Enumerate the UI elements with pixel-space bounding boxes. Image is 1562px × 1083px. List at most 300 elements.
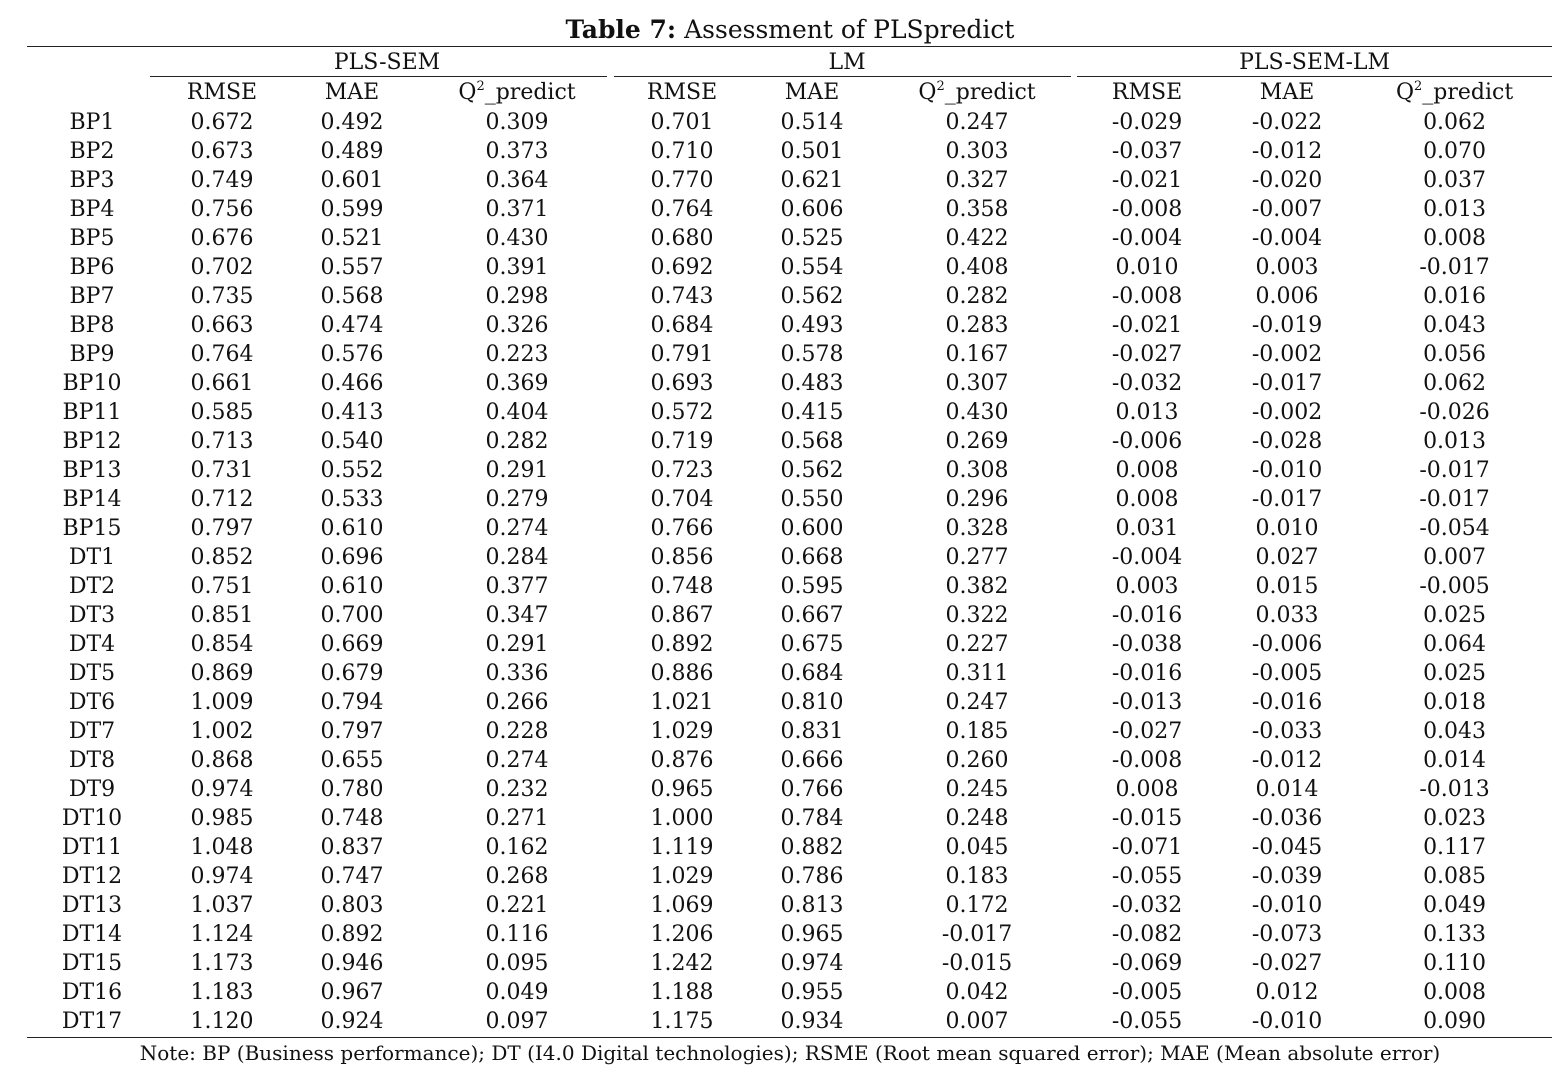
pls-sem-q2-predict-cell: 0.162 <box>485 835 549 860</box>
item-label-cell: DT13 <box>61 893 123 918</box>
pls-sem-mae-cell: 0.540 <box>320 429 384 454</box>
lm-rmse-cell: 0.710 <box>650 139 714 164</box>
pls-sem-lm-mae-cell: -0.012 <box>1251 748 1323 773</box>
table-body <box>27 108 1552 1036</box>
table-row <box>27 688 1552 717</box>
item-label-cell: DT11 <box>61 835 123 860</box>
q-letter: Q <box>918 80 937 105</box>
pls-sem-q2-predict-cell: 0.116 <box>485 922 549 947</box>
lm-rmse-cell: 0.886 <box>650 661 714 686</box>
pls-sem-lm-q2-predict-cell: 0.018 <box>1423 690 1487 715</box>
group-header-row <box>27 48 1552 78</box>
lm-mae-cell: 0.483 <box>780 371 844 396</box>
table-row <box>27 108 1552 137</box>
pls-sem-q2-predict-cell: 0.274 <box>485 748 549 773</box>
q-letter: Q <box>1395 80 1414 105</box>
col-header-mae: MAE <box>784 80 840 105</box>
item-label-cell: DT5 <box>68 661 116 686</box>
pls-sem-lm-rmse-cell: -0.029 <box>1111 110 1183 135</box>
pls-sem-lm-q2-predict-cell: -0.054 <box>1419 516 1490 541</box>
pls-sem-lm-rmse-cell: -0.032 <box>1111 893 1183 918</box>
lm-mae-cell: 0.525 <box>780 226 844 251</box>
pls-sem-mae-cell: 0.780 <box>320 777 384 802</box>
lm-mae-cell: 0.974 <box>780 951 844 976</box>
lm-q2-predict-cell: 0.422 <box>945 226 1009 251</box>
group-header-pls-sem: PLS-SEM <box>333 50 441 75</box>
pls-sem-q2-predict-cell: 0.282 <box>485 429 549 454</box>
table-row <box>27 195 1552 224</box>
item-label-cell: DT15 <box>61 951 123 976</box>
pls-sem-mae-cell: 0.568 <box>320 284 384 309</box>
q-superscript: 2 <box>1413 78 1423 94</box>
lm-rmse-cell: 0.876 <box>650 748 714 773</box>
pls-sem-mae-cell: 0.601 <box>320 168 384 193</box>
table-row <box>27 456 1552 485</box>
pls-sem-lm-rmse-cell: -0.027 <box>1111 342 1183 367</box>
q-superscript: 2 <box>476 78 485 94</box>
lm-mae-cell: 0.501 <box>780 139 844 164</box>
pls-sem-lm-rmse-cell: 0.008 <box>1115 777 1179 802</box>
lm-rmse-cell: 0.719 <box>650 429 714 454</box>
table-row <box>27 485 1552 514</box>
pls-sem-lm-q2-predict-cell: 0.043 <box>1423 719 1487 744</box>
col-header-q2-predict <box>1357 78 1552 108</box>
lm-q2-predict-cell: 0.408 <box>945 255 1009 280</box>
pls-sem-lm-mae-cell: -0.045 <box>1251 835 1323 860</box>
pls-sem-rmse-cell: 1.037 <box>190 893 254 918</box>
table-row <box>27 949 1552 978</box>
lm-q2-predict-cell: 0.303 <box>945 139 1009 164</box>
pls-sem-q2-predict-cell: 0.228 <box>485 719 549 744</box>
pls-sem-lm-q2-predict-cell: 0.043 <box>1423 313 1487 338</box>
pls-sem-rmse-cell: 0.868 <box>190 748 254 773</box>
lm-mae-cell: 0.415 <box>780 400 844 425</box>
pls-sem-rmse-cell: 1.009 <box>190 690 254 715</box>
pls-sem-mae-cell: 0.599 <box>320 197 384 222</box>
table-row <box>27 572 1552 601</box>
table-row <box>27 746 1552 775</box>
col-header-rmse: RMSE <box>186 80 258 105</box>
pls-sem-mae-cell: 0.655 <box>320 748 384 773</box>
q-suffix: _predict <box>944 80 1036 105</box>
pls-sem-lm-q2-predict-cell: 0.013 <box>1423 429 1487 454</box>
pls-sem-rmse-cell: 0.749 <box>190 168 254 193</box>
lm-rmse-cell: 0.764 <box>650 197 714 222</box>
pls-sem-lm-q2-predict-cell: 0.062 <box>1423 110 1487 135</box>
lm-mae-cell: 0.621 <box>780 168 844 193</box>
pls-sem-q2-predict-cell: 0.284 <box>485 545 549 570</box>
pls-sem-rmse-cell: 1.124 <box>190 922 254 947</box>
lm-rmse-cell: 0.684 <box>650 313 714 338</box>
pls-sem-q2-predict-cell: 0.369 <box>485 371 549 396</box>
pls-sem-lm-rmse-cell: -0.027 <box>1111 719 1183 744</box>
pls-sem-q2-predict-cell: 0.268 <box>485 864 549 889</box>
pls-sem-lm-q2-predict-cell: 0.014 <box>1423 748 1487 773</box>
pls-sem-q2-predict-cell: 0.271 <box>485 806 549 831</box>
item-label-cell: BP11 <box>62 400 122 425</box>
item-label-cell: DT9 <box>68 777 116 802</box>
pls-sem-lm-q2-predict-cell: 0.013 <box>1423 197 1487 222</box>
lm-q2-predict-cell: 0.007 <box>945 1009 1009 1034</box>
pls-sem-q2-predict-cell: 0.291 <box>485 458 549 483</box>
table-title-label: Table 7: <box>565 15 677 44</box>
pls-sem-rmse-cell: 0.585 <box>190 400 254 425</box>
q-suffix: _predict <box>484 80 576 105</box>
table-row <box>27 253 1552 282</box>
lm-q2-predict-cell: 0.283 <box>945 313 1009 338</box>
lm-q2-predict-cell: 0.260 <box>945 748 1009 773</box>
item-label-cell: BP1 <box>69 110 115 135</box>
pls-sem-rmse-cell: 1.173 <box>190 951 254 976</box>
lm-mae-cell: 0.554 <box>780 255 844 280</box>
pls-sem-lm-rmse-cell: -0.008 <box>1111 748 1183 773</box>
column-header-row <box>27 78 1552 108</box>
lm-q2-predict-cell: 0.322 <box>945 603 1009 628</box>
pls-sem-lm-rmse-cell: -0.038 <box>1111 632 1183 657</box>
pls-sem-lm-mae-cell: -0.019 <box>1251 313 1323 338</box>
pls-sem-lm-rmse-cell: -0.021 <box>1111 168 1183 193</box>
pls-sem-rmse-cell: 0.672 <box>190 110 254 135</box>
pls-sem-rmse-cell: 0.713 <box>190 429 254 454</box>
bottom-rule <box>27 1037 1552 1038</box>
pls-sem-rmse-cell: 0.673 <box>190 139 254 164</box>
lm-q2-predict-cell: 0.282 <box>945 284 1009 309</box>
item-label-cell: BP9 <box>69 342 115 367</box>
pls-sem-lm-rmse-cell: -0.004 <box>1111 226 1183 251</box>
stub-column-header <box>27 78 157 108</box>
pls-sem-lm-mae-cell: 0.033 <box>1255 603 1319 628</box>
pls-sem-lm-rmse-cell: -0.069 <box>1111 951 1183 976</box>
pls-sem-q2-predict-cell: 0.266 <box>485 690 549 715</box>
pls-sem-lm-rmse-cell: 0.010 <box>1115 255 1179 280</box>
lm-mae-cell: 0.882 <box>780 835 844 860</box>
pls-sem-lm-mae-cell: -0.016 <box>1251 690 1323 715</box>
lm-mae-cell: 0.955 <box>780 980 844 1005</box>
lm-rmse-cell: 0.704 <box>650 487 714 512</box>
lm-rmse-cell: 0.701 <box>650 110 714 135</box>
pls-sem-rmse-cell: 0.854 <box>190 632 254 657</box>
lm-rmse-cell: 0.693 <box>650 371 714 396</box>
pls-sem-lm-rmse-cell: 0.003 <box>1115 574 1179 599</box>
pls-sem-lm-q2-predict-cell: 0.025 <box>1423 603 1487 628</box>
pls-sem-lm-q2-predict-cell: -0.026 <box>1419 400 1490 425</box>
lm-q2-predict-cell: 0.172 <box>945 893 1009 918</box>
lm-mae-cell: 0.766 <box>780 777 844 802</box>
table-row <box>27 920 1552 949</box>
lm-q2-predict-cell: 0.167 <box>945 342 1009 367</box>
pls-sem-mae-cell: 0.892 <box>320 922 384 947</box>
pls-sem-mae-cell: 0.747 <box>320 864 384 889</box>
pls-sem-mae-cell: 0.946 <box>320 951 384 976</box>
pls-sem-q2-predict-cell: 0.347 <box>485 603 549 628</box>
pls-sem-q2-predict-cell: 0.371 <box>485 197 549 222</box>
pls-sem-lm-q2-predict-cell: 0.025 <box>1423 661 1487 686</box>
col-header-q2-predict <box>877 78 1077 108</box>
pls-sem-rmse-cell: 1.183 <box>190 980 254 1005</box>
pls-sem-lm-q2-predict-cell: 0.037 <box>1423 168 1487 193</box>
pls-sem-rmse-cell: 0.663 <box>190 313 254 338</box>
pls-sem-q2-predict-cell: 0.097 <box>485 1009 549 1034</box>
table-note: Note: BP (Business performance); DT (I4.0 Digital technologies); RSME (Root mean squared error); MAE (Mean absolute error) <box>139 1041 1441 1065</box>
lm-q2-predict-cell: 0.311 <box>945 661 1009 686</box>
pls-sem-lm-q2-predict-cell: 0.090 <box>1423 1009 1487 1034</box>
item-label-cell: DT10 <box>61 806 123 831</box>
lm-rmse-cell: 0.856 <box>650 545 714 570</box>
lm-mae-cell: 0.965 <box>780 922 844 947</box>
table-row <box>27 427 1552 456</box>
lm-rmse-cell: 0.867 <box>650 603 714 628</box>
pls-sem-lm-rmse-cell: -0.021 <box>1111 313 1183 338</box>
lm-rmse-cell: 1.069 <box>650 893 714 918</box>
lm-mae-cell: 0.493 <box>780 313 844 338</box>
item-label-cell: BP5 <box>69 226 115 251</box>
lm-q2-predict-cell: 0.308 <box>945 458 1009 483</box>
item-label-cell: BP12 <box>62 429 122 454</box>
pls-sem-q2-predict-cell: 0.377 <box>485 574 549 599</box>
lm-rmse-cell: 0.680 <box>650 226 714 251</box>
pls-sem-lm-mae-cell: 0.014 <box>1255 777 1319 802</box>
table-row <box>27 311 1552 340</box>
pls-sem-mae-cell: 0.696 <box>320 545 384 570</box>
item-label-cell: BP2 <box>69 139 115 164</box>
pls-sem-lm-rmse-cell: 0.013 <box>1115 400 1179 425</box>
lm-rmse-cell: 1.029 <box>650 719 714 744</box>
lm-mae-cell: 0.831 <box>780 719 844 744</box>
pls-sem-lm-mae-cell: -0.073 <box>1251 922 1323 947</box>
pls-sem-q2-predict-cell: 0.336 <box>485 661 549 686</box>
lm-mae-cell: 0.600 <box>780 516 844 541</box>
pls-sem-lm-q2-predict-cell: 0.070 <box>1423 139 1487 164</box>
lm-mae-cell: 0.667 <box>780 603 844 628</box>
lm-q2-predict-cell: 0.185 <box>945 719 1009 744</box>
lm-rmse-cell: 0.743 <box>650 284 714 309</box>
pls-sem-lm-q2-predict-cell: 0.133 <box>1423 922 1487 947</box>
lm-mae-cell: 0.813 <box>780 893 844 918</box>
pls-sem-lm-rmse-cell: 0.008 <box>1115 458 1179 483</box>
lm-mae-cell: 0.606 <box>780 197 844 222</box>
item-label-cell: BP14 <box>62 487 122 512</box>
pls-sem-lm-rmse-cell: -0.005 <box>1111 980 1183 1005</box>
pls-sem-lm-mae-cell: -0.039 <box>1251 864 1323 889</box>
pls-sem-mae-cell: 0.794 <box>320 690 384 715</box>
item-label-cell: DT7 <box>68 719 116 744</box>
col-header-q2-predict <box>417 78 617 108</box>
pls-sem-lm-q2-predict-cell: 0.049 <box>1423 893 1487 918</box>
lm-rmse-cell: 1.119 <box>650 835 714 860</box>
pls-sem-lm-mae-cell: -0.007 <box>1251 197 1323 222</box>
pls-sem-mae-cell: 0.797 <box>320 719 384 744</box>
pls-sem-mae-cell: 0.557 <box>320 255 384 280</box>
lm-mae-cell: 0.934 <box>780 1009 844 1034</box>
pls-sem-q2-predict-cell: 0.279 <box>485 487 549 512</box>
pls-sem-lm-rmse-cell: -0.071 <box>1111 835 1183 860</box>
table-row <box>27 369 1552 398</box>
pls-sem-mae-cell: 0.533 <box>320 487 384 512</box>
pls-sem-lm-mae-cell: 0.015 <box>1255 574 1319 599</box>
pls-sem-mae-cell: 0.679 <box>320 661 384 686</box>
lm-rmse-cell: 1.029 <box>650 864 714 889</box>
pls-sem-q2-predict-cell: 0.364 <box>485 168 549 193</box>
group-header-pls-sem-lm: PLS-SEM-LM <box>1239 50 1391 75</box>
pls-sem-mae-cell: 0.521 <box>320 226 384 251</box>
pls-sem-lm-q2-predict-cell: -0.017 <box>1419 458 1490 483</box>
pls-sem-lm-rmse-cell: -0.055 <box>1111 864 1183 889</box>
q-letter: Q <box>458 80 477 105</box>
pls-sem-mae-cell: 0.610 <box>320 516 384 541</box>
pls-sem-q2-predict-cell: 0.291 <box>485 632 549 657</box>
table-row <box>27 804 1552 833</box>
pls-sem-mae-cell: 0.924 <box>320 1009 384 1034</box>
table-row <box>27 659 1552 688</box>
lm-q2-predict-cell: 0.328 <box>945 516 1009 541</box>
pls-sem-lm-rmse-cell: -0.008 <box>1111 197 1183 222</box>
pls-sem-lm-rmse-cell: -0.016 <box>1111 603 1183 628</box>
lm-rmse-cell: 0.791 <box>650 342 714 367</box>
lm-q2-predict-cell: 0.045 <box>945 835 1009 860</box>
pls-sem-rmse-cell: 0.851 <box>190 603 254 628</box>
pls-sem-lm-q2-predict-cell: 0.023 <box>1423 806 1487 831</box>
item-label-cell: BP6 <box>69 255 115 280</box>
pls-sem-rmse-cell: 0.676 <box>190 226 254 251</box>
pls-sem-mae-cell: 0.576 <box>320 342 384 367</box>
lm-rmse-cell: 0.965 <box>650 777 714 802</box>
item-label-cell: BP7 <box>69 284 115 309</box>
table-row <box>27 630 1552 659</box>
pls-sem-rmse-cell: 0.712 <box>190 487 254 512</box>
pls-sem-rmse-cell: 0.764 <box>190 342 254 367</box>
pls-sem-lm-rmse-cell: -0.008 <box>1111 284 1183 309</box>
pls-sem-lm-q2-predict-cell: 0.007 <box>1423 545 1487 570</box>
item-label-cell: DT2 <box>68 574 116 599</box>
pls-sem-lm-mae-cell: -0.010 <box>1251 458 1323 483</box>
lm-q2-predict-cell: 0.183 <box>945 864 1009 889</box>
pls-sem-lm-mae-cell: -0.022 <box>1251 110 1323 135</box>
item-label-cell: DT8 <box>68 748 116 773</box>
pls-sem-lm-q2-predict-cell: 0.110 <box>1423 951 1487 976</box>
lm-rmse-cell: 0.748 <box>650 574 714 599</box>
lm-rmse-cell: 1.175 <box>650 1009 714 1034</box>
item-label-cell: BP4 <box>69 197 115 222</box>
pls-sem-lm-mae-cell: -0.002 <box>1251 400 1323 425</box>
pls-sem-rmse-cell: 1.048 <box>190 835 254 860</box>
pls-sem-mae-cell: 0.610 <box>320 574 384 599</box>
lm-rmse-cell: 1.206 <box>650 922 714 947</box>
item-label-cell: DT12 <box>61 864 123 889</box>
lm-mae-cell: 0.562 <box>780 284 844 309</box>
item-label-cell: BP15 <box>62 516 122 541</box>
pls-sem-lm-mae-cell: -0.004 <box>1251 226 1323 251</box>
lm-q2-predict-cell: 0.296 <box>945 487 1009 512</box>
pls-sem-lm-rmse-cell: 0.031 <box>1115 516 1179 541</box>
pls-sem-lm-mae-cell: -0.005 <box>1251 661 1323 686</box>
pls-sem-rmse-cell: 0.974 <box>190 777 254 802</box>
pls-sem-lm-mae-cell: -0.010 <box>1251 893 1323 918</box>
pls-sem-mae-cell: 0.967 <box>320 980 384 1005</box>
table-row <box>27 862 1552 891</box>
pls-sem-lm-mae-cell: -0.020 <box>1251 168 1323 193</box>
item-label-cell: BP8 <box>69 313 115 338</box>
pls-sem-rmse-cell: 1.002 <box>190 719 254 744</box>
table-row <box>27 514 1552 543</box>
pls-sem-lm-mae-cell: -0.027 <box>1251 951 1323 976</box>
pls-sem-lm-rmse-cell: 0.008 <box>1115 487 1179 512</box>
pls-sem-lm-q2-predict-cell: 0.064 <box>1423 632 1487 657</box>
pls-sem-mae-cell: 0.669 <box>320 632 384 657</box>
lm-q2-predict-cell: 0.430 <box>945 400 1009 425</box>
table-row <box>27 166 1552 195</box>
pls-sem-lm-q2-predict-cell: 0.062 <box>1423 371 1487 396</box>
pls-sem-q2-predict-cell: 0.274 <box>485 516 549 541</box>
pls-sem-mae-cell: 0.700 <box>320 603 384 628</box>
pls-sem-q2-predict-cell: 0.095 <box>485 951 549 976</box>
col-header-mae: MAE <box>324 80 380 105</box>
table-row <box>27 1007 1552 1036</box>
pls-sem-lm-rmse-cell: -0.016 <box>1111 661 1183 686</box>
lm-rmse-cell: 0.572 <box>650 400 714 425</box>
lm-q2-predict-cell: 0.307 <box>945 371 1009 396</box>
lm-mae-cell: 0.578 <box>780 342 844 367</box>
pls-sem-rmse-cell: 0.735 <box>190 284 254 309</box>
pls-sem-q2-predict-cell: 0.221 <box>485 893 549 918</box>
pls-sem-lm-rmse-cell: -0.013 <box>1111 690 1183 715</box>
lm-q2-predict-cell: 0.247 <box>945 690 1009 715</box>
lm-q2-predict-cell: 0.248 <box>945 806 1009 831</box>
col-header-rmse: RMSE <box>646 80 718 105</box>
pls-sem-mae-cell: 0.413 <box>320 400 384 425</box>
pls-sem-q2-predict-cell: 0.404 <box>485 400 549 425</box>
lm-q2-predict-cell: 0.327 <box>945 168 1009 193</box>
pls-sem-rmse-cell: 0.702 <box>190 255 254 280</box>
pls-sem-q2-predict-cell: 0.309 <box>485 110 549 135</box>
pls-sem-lm-mae-cell: 0.010 <box>1255 516 1319 541</box>
top-rule <box>27 46 1552 47</box>
lm-mae-cell: 0.562 <box>780 458 844 483</box>
lm-mae-cell: 0.668 <box>780 545 844 570</box>
table-row <box>27 833 1552 862</box>
lm-rmse-cell: 1.242 <box>650 951 714 976</box>
pls-sem-mae-cell: 0.474 <box>320 313 384 338</box>
item-label-cell: DT14 <box>61 922 123 947</box>
lm-mae-cell: 0.810 <box>780 690 844 715</box>
pls-sem-lm-q2-predict-cell: 0.008 <box>1423 980 1487 1005</box>
pls-sem-lm-q2-predict-cell: -0.017 <box>1419 487 1490 512</box>
lm-mae-cell: 0.550 <box>780 487 844 512</box>
lm-rmse-cell: 0.892 <box>650 632 714 657</box>
pls-sem-mae-cell: 0.837 <box>320 835 384 860</box>
item-label-cell: DT6 <box>68 690 116 715</box>
pls-sem-rmse-cell: 0.661 <box>190 371 254 396</box>
item-label-cell: DT3 <box>68 603 116 628</box>
table-row <box>27 398 1552 427</box>
pls-sem-rmse-cell: 0.756 <box>190 197 254 222</box>
pls-sem-rmse-cell: 0.869 <box>190 661 254 686</box>
lm-rmse-cell: 0.766 <box>650 516 714 541</box>
pls-sem-q2-predict-cell: 0.430 <box>485 226 549 251</box>
pls-sem-lm-rmse-cell: -0.082 <box>1111 922 1183 947</box>
table-title <box>0 14 1562 46</box>
pls-sem-lm-mae-cell: -0.033 <box>1251 719 1323 744</box>
stub-header <box>27 48 157 78</box>
pls-sem-lm-mae-cell: -0.002 <box>1251 342 1323 367</box>
item-label-cell: BP10 <box>62 371 122 396</box>
q-suffix: _predict <box>1422 80 1514 105</box>
lm-rmse-cell: 0.770 <box>650 168 714 193</box>
pls-sem-lm-mae-cell: 0.012 <box>1255 980 1319 1005</box>
pls-sem-lm-q2-predict-cell: -0.005 <box>1419 574 1490 599</box>
pls-sem-rmse-cell: 0.731 <box>190 458 254 483</box>
pls-sem-lm-rmse-cell: -0.015 <box>1111 806 1183 831</box>
pls-sem-lm-rmse-cell: -0.004 <box>1111 545 1183 570</box>
